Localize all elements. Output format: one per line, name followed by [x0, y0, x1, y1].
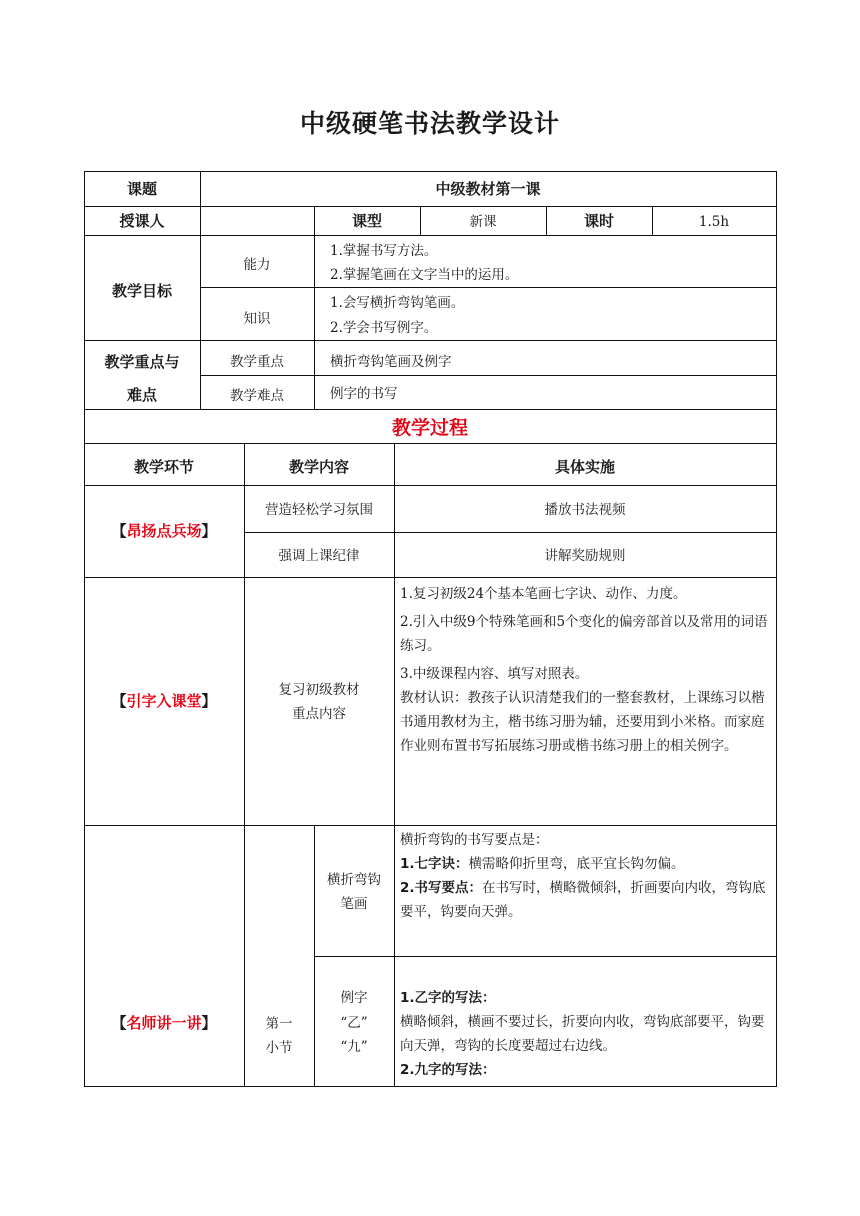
stroke-description	[400, 828, 772, 924]
stage2-impl-item-1: 1.复习初级24个基本笔画七字诀、动作、力度。	[400, 586, 687, 602]
duration-value: 1.5h	[698, 214, 730, 230]
ability-item-2: 2.掌握笔画在文字当中的运用。	[330, 267, 519, 283]
duration-label: 课时	[583, 212, 615, 230]
stage3-name-text: 名师讲一讲	[126, 1014, 202, 1032]
difficulty-label: 教学难点	[230, 388, 284, 404]
topic-label: 课题	[126, 180, 158, 198]
stroke-intro: 横折弯钩的书写要点是：	[400, 832, 549, 848]
section-label-line2: 小节	[265, 1040, 293, 1056]
stroke-point-1-head: 1.七字诀：	[400, 856, 469, 872]
stage2-impl-item-3: 3.中级课程内容、填写对照表。	[400, 666, 589, 682]
example-description	[400, 986, 772, 1082]
teacher-label: 授课人	[119, 212, 165, 230]
goals-label: 教学目标	[111, 282, 173, 300]
example-label-line2: “乙”	[340, 1015, 368, 1031]
knowledge-item-1: 1.会写横折弯钩笔画。	[330, 295, 465, 311]
knowledge-item-2: 2.学会书写例字。	[330, 320, 438, 336]
example-point-1-body: 横略倾斜，横画不要过长，折要向内收，弯钩底部要平，钩要向天弹，弯钩的长度要超过右边线。	[400, 1014, 765, 1054]
stage1-impl-2: 讲解奖励规则	[544, 548, 626, 564]
keypoints-label-line1: 教学重点与	[104, 353, 180, 371]
stage1-impl-1: 播放书法视频	[544, 502, 626, 518]
stroke-label-line2: 笔画	[340, 896, 368, 912]
stage3-name: 【名师讲一讲】	[111, 1014, 217, 1032]
stage2-name: 【引字入课堂】	[111, 692, 217, 710]
ability-item-1: 1.掌握书写方法。	[330, 243, 438, 259]
process-heading: 教学过程	[391, 417, 469, 439]
stage2-impl-item-2: 2.引入中级9个特殊笔画和5个变化的偏旁部首以及常用的词语练习。	[400, 614, 768, 654]
stage1-content-1: 营造轻松学习氛围	[265, 502, 373, 518]
section-label-line1: 第一	[265, 1016, 293, 1032]
col-stage-header: 教学环节	[133, 458, 195, 476]
stage2-name-text: 引字入课堂	[126, 692, 202, 710]
difficulty-value: 例字的书写	[330, 386, 398, 402]
stage2-impl-item-4: 教材认识：教孩子认识清楚我们的一整套教材，上课练习以楷书通用教材为主，楷书练习册为辅，还要用到小米格。而家庭作业则布置书写拓展练习册或楷书练习册上的相关例字。	[400, 690, 765, 754]
stage2-impl	[400, 582, 772, 758]
stage2-content-line1: 复习初级教材	[278, 682, 360, 698]
knowledge-label: 知识	[243, 311, 271, 327]
col-impl-header: 具体实施	[554, 458, 616, 476]
type-label: 课型	[351, 212, 383, 230]
page-title: 中级硬笔书法教学设计	[299, 109, 560, 138]
example-point-1-head: 1.乙字的写法：	[400, 990, 496, 1006]
stage1-name-text: 昂扬点兵场	[126, 522, 202, 540]
col-content-header: 教学内容	[288, 458, 350, 476]
focus-label: 教学重点	[230, 354, 284, 370]
stage1-name: 【昂扬点兵场】	[111, 522, 217, 540]
stroke-point-1	[400, 852, 772, 876]
topic-value: 中级教材第一课	[435, 180, 541, 198]
stroke-point-1-body: 横需略仰折里弯，底平宜长钩勿偏。	[468, 856, 685, 872]
type-value: 新课	[469, 214, 497, 230]
stroke-point-2	[400, 876, 772, 924]
focus-value: 横折弯钩笔画及例字	[330, 354, 452, 370]
example-point-2-head: 2.九字的写法：	[400, 1062, 496, 1078]
example-label-line3: “九”	[340, 1039, 368, 1055]
stroke-point-2-head: 2.书写要点：	[400, 880, 483, 896]
keypoints-label-line2: 难点	[126, 386, 158, 404]
stage2-content-line2: 重点内容	[292, 706, 346, 722]
stroke-point-2-body: 在书写时，横略微倾斜，折画要向内收，弯钩底要平，钩要向天弹。	[400, 880, 766, 920]
ability-label: 能力	[243, 257, 271, 273]
stage1-content-2: 强调上课纪律	[278, 548, 360, 564]
stroke-label-line1: 横折弯钩	[327, 872, 381, 888]
example-label-line1: 例字	[340, 990, 368, 1006]
